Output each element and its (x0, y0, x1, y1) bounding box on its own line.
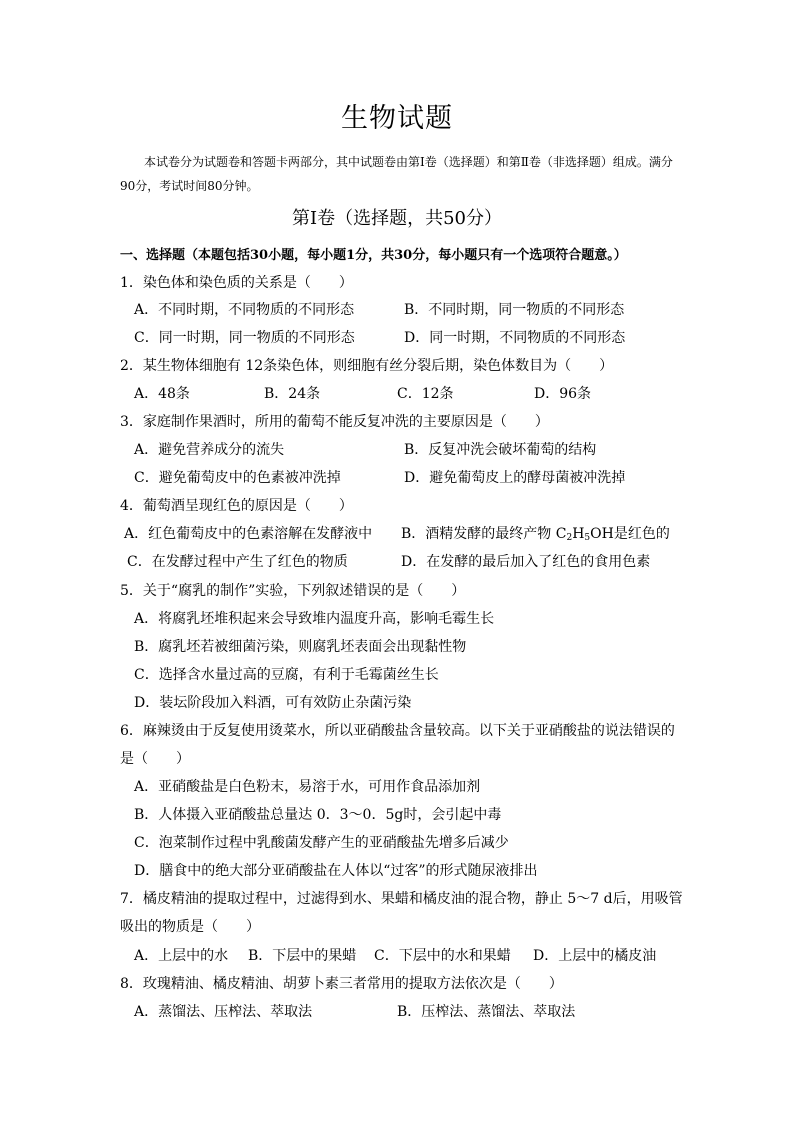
question-8-option-b: B．压榨法、蒸馏法、萃取法 (397, 1004, 576, 1020)
question-6-option-b: B．人体摄入亚硝酸盐总量达 0．3～0．5g时，会引起中毒 (134, 807, 502, 823)
question-7-option-b: B．下层中的果蜡 (248, 948, 357, 964)
question-5-option-d: D．装坛阶段加入料酒，可有效防止杂菌污染 (134, 695, 412, 711)
question-7-option-d: D．上层中的橘皮油 (533, 948, 657, 964)
question-1-option-c: C．同一时期，同一物质的不同形态 (134, 330, 355, 346)
question-7-option-a: A．上层中的水 (134, 948, 229, 964)
question-6-option-c: C．泡菜制作过程中乳酸菌发酵产生的亚硝酸盐先增多后减少 (134, 835, 509, 851)
exam-intro: 本试卷分为试题卷和答题卡两部分，其中试题卷由第Ⅰ卷（选择题）和第Ⅱ卷（非选择题）组成。满分90分，考试时间80分钟。 (120, 155, 673, 193)
question-6-stem-continued: 是（ ） (120, 751, 190, 767)
question-7-stem-continued: 吸出的物质是（ ） (120, 919, 260, 935)
question-2-option-b: B．24条 (264, 386, 321, 402)
question-3-option-b: B．反复冲洗会破坏葡萄的结构 (404, 442, 597, 458)
question-3-option-a: A．避免营养成分的流失 (134, 442, 285, 458)
question-4-option-a: A．红色葡萄皮中的色素溶解在发酵液中 (124, 526, 373, 542)
question-3-option-c: C．避免葡萄皮中的色素被冲洗掉 (134, 470, 341, 486)
question-3-option-d: D．避免葡萄皮上的酵母菌被冲洗掉 (404, 470, 626, 486)
section-heading: 一、选择题（本题包括30小题，每小题1分，共30分，每小题只有一个选项符合题意。） (120, 248, 627, 263)
question-5-stem: 5．关于“腐乳的制作”实验，下列叙述错误的是（ ） (120, 583, 466, 599)
part-title: 第Ⅰ卷（选择题，共50分） (291, 208, 502, 229)
question-1-option-b: B．不同时期，同一物质的不同形态 (404, 302, 625, 318)
question-5-option-b: B．腐乳坯若被细菌污染，则腐乳坯表面会出现黏性物 (134, 639, 467, 655)
question-2-option-d: D．96条 (534, 386, 592, 402)
question-4-option-b-h: H (572, 526, 585, 542)
question-8-stem: 8．玫瑰精油、橘皮精油、胡萝卜素三者常用的提取方法依次是（ ） (120, 976, 563, 992)
question-4-option-c: C．在发酵过程中产生了红色的物质 (127, 554, 348, 570)
question-5-option-a: A．将腐乳坯堆积起来会导致堆内温度升高，影响毛霉生长 (134, 611, 495, 627)
question-2-option-c: C．12条 (397, 386, 454, 402)
subscript-5: 5 (584, 533, 591, 543)
question-7-option-c: C．下层中的水和果蜡 (374, 948, 511, 964)
question-2-stem: 2．某生物体细胞有 12条染色体，则细胞有丝分裂后期，染色体数目为（ ） (120, 358, 614, 374)
question-1-option-a: A．不同时期，不同物质的不同形态 (134, 302, 355, 318)
question-6-stem: 6．麻辣烫由于反复使用烫菜水，所以亚硝酸盐含量较高。以下关于亚硝酸盐的说法错误的 (120, 723, 675, 739)
question-3-stem: 3．家庭制作果酒时，所用的葡萄不能反复冲洗的主要原因是（ ） (120, 414, 549, 430)
question-4-stem: 4．葡萄酒呈现红色的原因是（ ） (120, 498, 353, 514)
subscript-2: 2 (566, 533, 573, 543)
question-6-option-a: A．亚硝酸盐是白色粉末，易溶于水，可用作食品添加剂 (134, 779, 481, 795)
question-1-stem: 1．染色体和染色质的关系是（ ） (120, 275, 353, 291)
question-5-option-c: C．选择含水量过高的豆腐，有利于毛霉菌丝生长 (134, 667, 439, 683)
question-2-option-a: A．48条 (134, 386, 190, 402)
question-6-option-d: D．膳食中的绝大部分亚硝酸盐在人体以“过客”的形式随尿液排出 (134, 863, 538, 879)
page-title: 生物试题 (341, 103, 453, 134)
question-1-option-d: D．同一时期，不同物质的不同形态 (404, 330, 626, 346)
question-4-option-b (401, 523, 670, 543)
question-4-option-b-rest: OH是红色的 (590, 526, 670, 542)
question-8-option-a: A．蒸馏法、压榨法、萃取法 (134, 1004, 313, 1020)
question-7-stem: 7．橘皮精油的提取过程中，过滤得到水、果蜡和橘皮油的混合物，静止 5～7 d后，用吸管 (120, 891, 683, 907)
question-4-option-d: D．在发酵的最后加入了红色的食用色素 (401, 554, 651, 570)
question-4-option-b-text: B．酒精发酵的最终产物 C (401, 526, 567, 542)
